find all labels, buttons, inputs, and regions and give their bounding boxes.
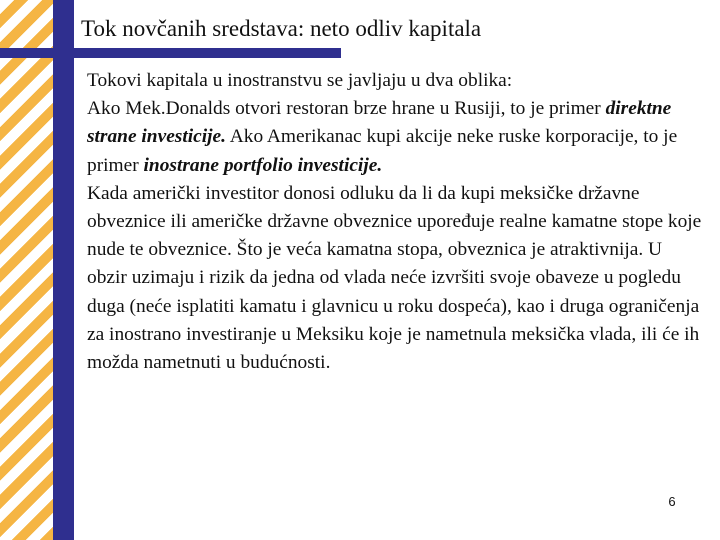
term-portfolio-investment: inostrane portfolio investicije.	[143, 154, 383, 176]
example-text-2: Ako Amerikanac kupi akcije neke ruske korporacije, to je primer	[87, 126, 678, 176]
slide-title: Tok novčanih sredstava: neto odliv kapitala	[81, 16, 482, 41]
example-text-1: Ako Mek.Donalds otvori restoran brze hrane u Rusiji, to je primer	[87, 98, 606, 120]
intro-text: Tokovi kapitala u inostranstvu se javljaju u dva oblika:	[87, 70, 513, 91]
bond-decision-paragraph: Kada američki investitor donosi odluku da li da kupi meksičke državne obveznice ili američke državne obveznice upoređuje realne kamatne stope koje nude te obveznice. Što je veća kamatna stopa, obveznica je atraktivnija. U obzir uzimaju i rizik da jedna od vlada neće izvršiti svoje obaveze u pogledu duga (neće isplatiti kamatu i glavnicu u roku dospeća), kao i druga ograničenja za inostrano investiranje u Meksiku koje je nametnula meksička vlada, ili će ih možda nametnuti u budućnosti.	[87, 182, 702, 374]
left-accent-bar	[53, 0, 74, 540]
title-underline-bar	[0, 48, 341, 58]
term-direct-investment: direktne strane investicije.	[87, 98, 672, 148]
investment-types-paragraph	[87, 95, 705, 180]
page-number: 6	[668, 494, 676, 509]
slide-body	[87, 67, 705, 377]
